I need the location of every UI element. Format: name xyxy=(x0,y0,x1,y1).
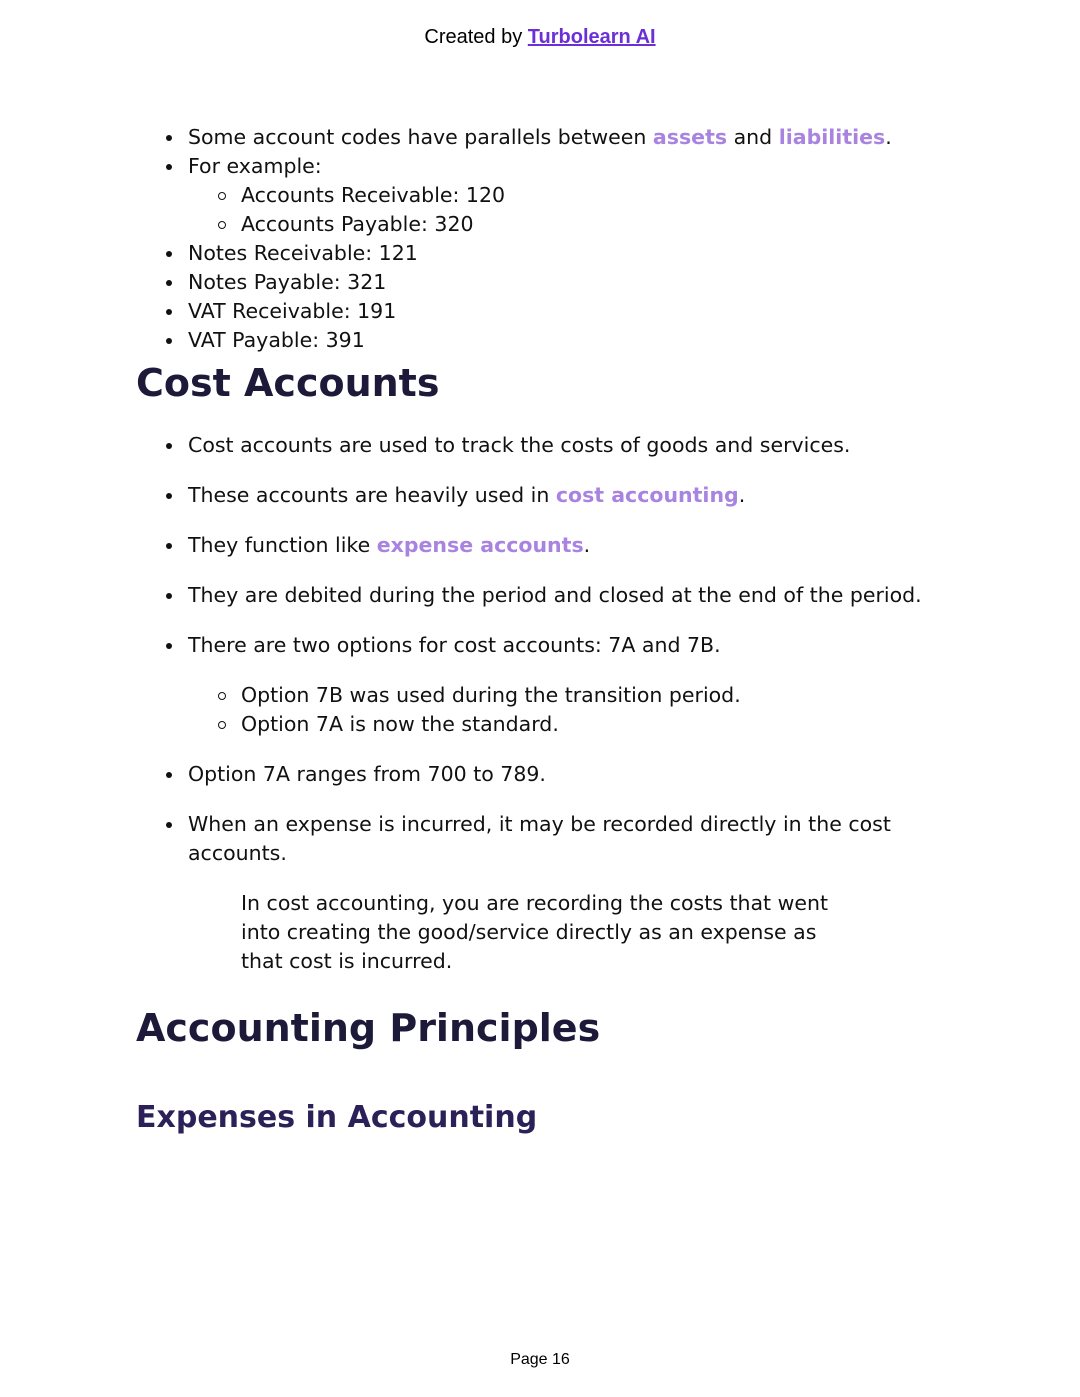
list-item: Notes Receivable: 121 xyxy=(136,239,956,268)
accounting-principles-heading: Accounting Principles xyxy=(136,1006,601,1050)
cost-accounts-list-continued xyxy=(136,760,956,868)
list-item: Cost accounts are used to track the costs of goods and services. xyxy=(136,431,956,460)
cost-accounting-note: In cost accounting, you are recording the costs that went into creating the good/service directly as an expense as that cost is incurred. xyxy=(241,891,829,973)
expenses-subheading: Expenses in Accounting xyxy=(136,1100,538,1135)
list-item: When an expense is incurred, it may be recorded directly in the cost accounts. xyxy=(136,810,956,868)
intro-list xyxy=(136,123,956,181)
list-item: There are two options for cost accounts: 7A and 7B. xyxy=(136,631,956,660)
cost-accounts-heading: Cost Accounts xyxy=(136,361,440,405)
header-prefix: Created by xyxy=(424,26,523,48)
list-item: They are debited during the period and closed at the end of the period. xyxy=(136,581,956,610)
list-item: VAT Receivable: 191 xyxy=(136,297,956,326)
term-cost-accounting: cost accounting xyxy=(555,483,739,507)
example-sublist xyxy=(136,181,956,239)
list-item: Option 7A ranges from 700 to 789. xyxy=(136,760,956,789)
sublist-item: Option 7B was used during the transition period. xyxy=(136,681,956,710)
account-code-list xyxy=(136,239,956,355)
page-header xyxy=(0,26,1080,49)
sublist-item: Accounts Payable: 320 xyxy=(136,210,956,239)
list-item: VAT Payable: 391 xyxy=(136,326,956,355)
list-item: Notes Payable: 321 xyxy=(136,268,956,297)
option-sublist xyxy=(136,681,956,739)
list-item: For example: xyxy=(136,152,956,181)
page-content xyxy=(136,123,956,1136)
sublist-item: Accounts Receivable: 120 xyxy=(136,181,956,210)
list-item: Some account codes have parallels between assets and liabilities. xyxy=(136,123,956,152)
term-assets: assets xyxy=(652,125,728,149)
turbolearn-link[interactable]: Turbolearn AI xyxy=(527,26,656,48)
cost-accounts-list xyxy=(136,431,956,660)
sublist-item: Option 7A is now the standard. xyxy=(136,710,956,739)
list-item: They function like expense accounts. xyxy=(136,531,956,560)
list-item: These accounts are heavily used in cost accounting. xyxy=(136,481,956,510)
page-number: Page 16 xyxy=(510,1351,570,1368)
term-expense-accounts: expense accounts xyxy=(376,533,584,557)
term-liabilities: liabilities xyxy=(778,125,886,149)
